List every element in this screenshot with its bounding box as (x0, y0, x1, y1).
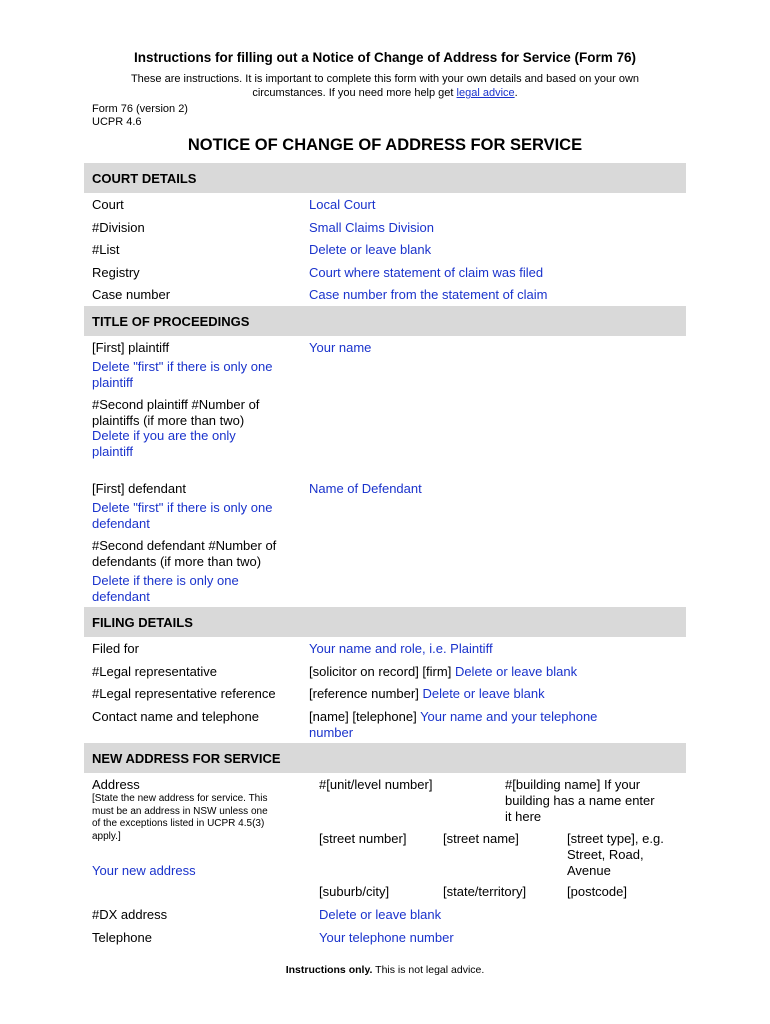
building-line-3: it here (505, 809, 542, 824)
case-number-value: Case number from the statement of claim (309, 287, 548, 302)
filed-for-label: Filed for (92, 641, 139, 656)
first-plaintiff-note-line-2: plaintiff (92, 375, 133, 390)
legal-advice-link[interactable]: legal advice (456, 87, 515, 99)
list-value: Delete or leave blank (309, 242, 432, 257)
footer-text: This is not legal advice. (372, 964, 485, 976)
address-note-line-3: of the exceptions listed in UCPR 4.5(3) (92, 818, 265, 829)
second-defendant-note-line-2: defendant (92, 589, 150, 604)
court-value: Local Court (309, 197, 376, 212)
address-note-line-4: apply.] (92, 830, 121, 842)
address-note-line-2: must be an address in NSW unless one (92, 805, 268, 817)
list-label: #List (92, 242, 120, 257)
street-type-line-1: [street type], e.g. (567, 831, 664, 846)
plaintiff-value: Your name (309, 340, 372, 355)
intro-line-2: circumstances. If you need more help get (252, 87, 457, 99)
division-value: Small Claims Division (309, 220, 434, 235)
legal-reference-prefix: [reference number] (309, 686, 423, 701)
contact-value (309, 709, 597, 741)
case-number-label: Case number (92, 287, 171, 302)
unit-field: #[unit/level number] (319, 777, 433, 792)
footer-bold: Instructions only. (285, 964, 373, 976)
intro-line-1: These are instructions. It is important to complete this form with your own details and based on your own (130, 73, 640, 85)
filed-for-value: Your name and role, i.e. Plaintiff (309, 641, 493, 656)
legal-representative-instruction: Delete or leave blank (454, 664, 578, 679)
registry-label: Registry (92, 265, 140, 280)
first-plaintiff-note-line-1: Delete "first" if there is only one (92, 359, 273, 374)
intro-text (105, 72, 665, 100)
court-details-section (84, 163, 686, 193)
first-defendant-note (92, 500, 272, 532)
division-label: #Division (92, 220, 145, 235)
street-type-line-2: Street, Road, (567, 847, 644, 862)
address-note (92, 793, 268, 843)
legal-reference-instruction: Delete or leave blank (422, 686, 545, 701)
building-line-1: #[building name] If your (505, 777, 641, 792)
telephone-value: Your telephone number (319, 930, 454, 945)
footer-disclaimer (0, 964, 770, 976)
filing-details-section (84, 607, 686, 637)
legal-reference-value (309, 686, 545, 702)
contact-instruction-line-1: Your name and your telephone (420, 709, 598, 724)
rule-reference: UCPR 4.6 (92, 116, 142, 128)
second-defendant-note (92, 573, 239, 605)
second-plaintiff-line-1: #Second plaintiff #Number of (92, 397, 260, 412)
street-type-line-3: Avenue (567, 863, 611, 878)
new-address-section (84, 743, 686, 773)
first-defendant-label: [First] defendant (92, 481, 186, 496)
first-plaintiff-note (92, 359, 272, 391)
legal-reference-label: #Legal representative reference (92, 686, 276, 701)
address-note-line-1: [State the new address for service. This (92, 793, 268, 804)
building-field (505, 777, 655, 825)
first-defendant-note-line-1: Delete "first" if there is only one (92, 500, 273, 515)
second-plaintiff-note-line-2: plaintiff (92, 444, 133, 459)
new-address-heading: NEW ADDRESS FOR SERVICE (92, 751, 281, 766)
first-plaintiff-label: [First] plaintiff (92, 340, 170, 355)
form-version-block (92, 103, 188, 129)
title-of-proceedings-heading: TITLE OF PROCEEDINGS (92, 314, 250, 329)
suburb-field: [suburb/city] (319, 884, 390, 899)
second-defendant-label (92, 538, 276, 570)
second-defendant-note-line-1: Delete if there is only one (92, 573, 239, 588)
legal-representative-value (309, 664, 577, 680)
address-label: Address (92, 777, 140, 792)
title-of-proceedings-section (84, 306, 686, 336)
street-number-field: [street number] (319, 831, 407, 846)
second-plaintiff-label (92, 397, 259, 429)
street-type-field (567, 831, 664, 879)
second-defendant-line-2: defendants (if more than two) (92, 554, 262, 569)
building-line-2: building has a name enter (505, 793, 655, 808)
telephone-label: Telephone (92, 930, 152, 945)
document-title: Instructions for filling out a Notice of Change of Address for Service (Form 76) (133, 50, 637, 65)
postcode-field: [postcode] (567, 884, 627, 899)
street-name-field: [street name] (443, 831, 519, 846)
court-label: Court (92, 197, 124, 212)
first-defendant-note-line-2: defendant (92, 516, 150, 531)
legal-representative-label: #Legal representative (92, 664, 218, 679)
defendant-value: Name of Defendant (309, 481, 422, 496)
second-plaintiff-note-line-1: Delete if you are the only (92, 428, 236, 443)
contact-label: Contact name and telephone (92, 709, 259, 724)
registry-value: Court where statement of claim was filed (309, 265, 544, 280)
court-details-heading: COURT DETAILS (92, 171, 197, 186)
filing-details-heading: FILING DETAILS (92, 615, 193, 630)
intro-end: . (514, 87, 518, 99)
dx-address-label: #DX address (92, 907, 168, 922)
second-plaintiff-note (92, 428, 236, 460)
dx-address-value: Delete or leave blank (319, 907, 442, 922)
legal-representative-prefix: [solicitor on record] [firm] (309, 664, 455, 679)
state-field: [state/territory] (443, 884, 527, 899)
address-value: Your new address (92, 863, 196, 878)
second-plaintiff-line-2: plaintiffs (if more than two) (92, 413, 245, 428)
second-defendant-line-1: #Second defendant #Number of (92, 538, 277, 553)
contact-prefix: [name] [telephone] (309, 709, 421, 724)
form-heading: NOTICE OF CHANGE OF ADDRESS FOR SERVICE (187, 136, 583, 154)
form-version: Form 76 (version 2) (92, 103, 188, 115)
contact-instruction-line-2: number (309, 725, 354, 740)
